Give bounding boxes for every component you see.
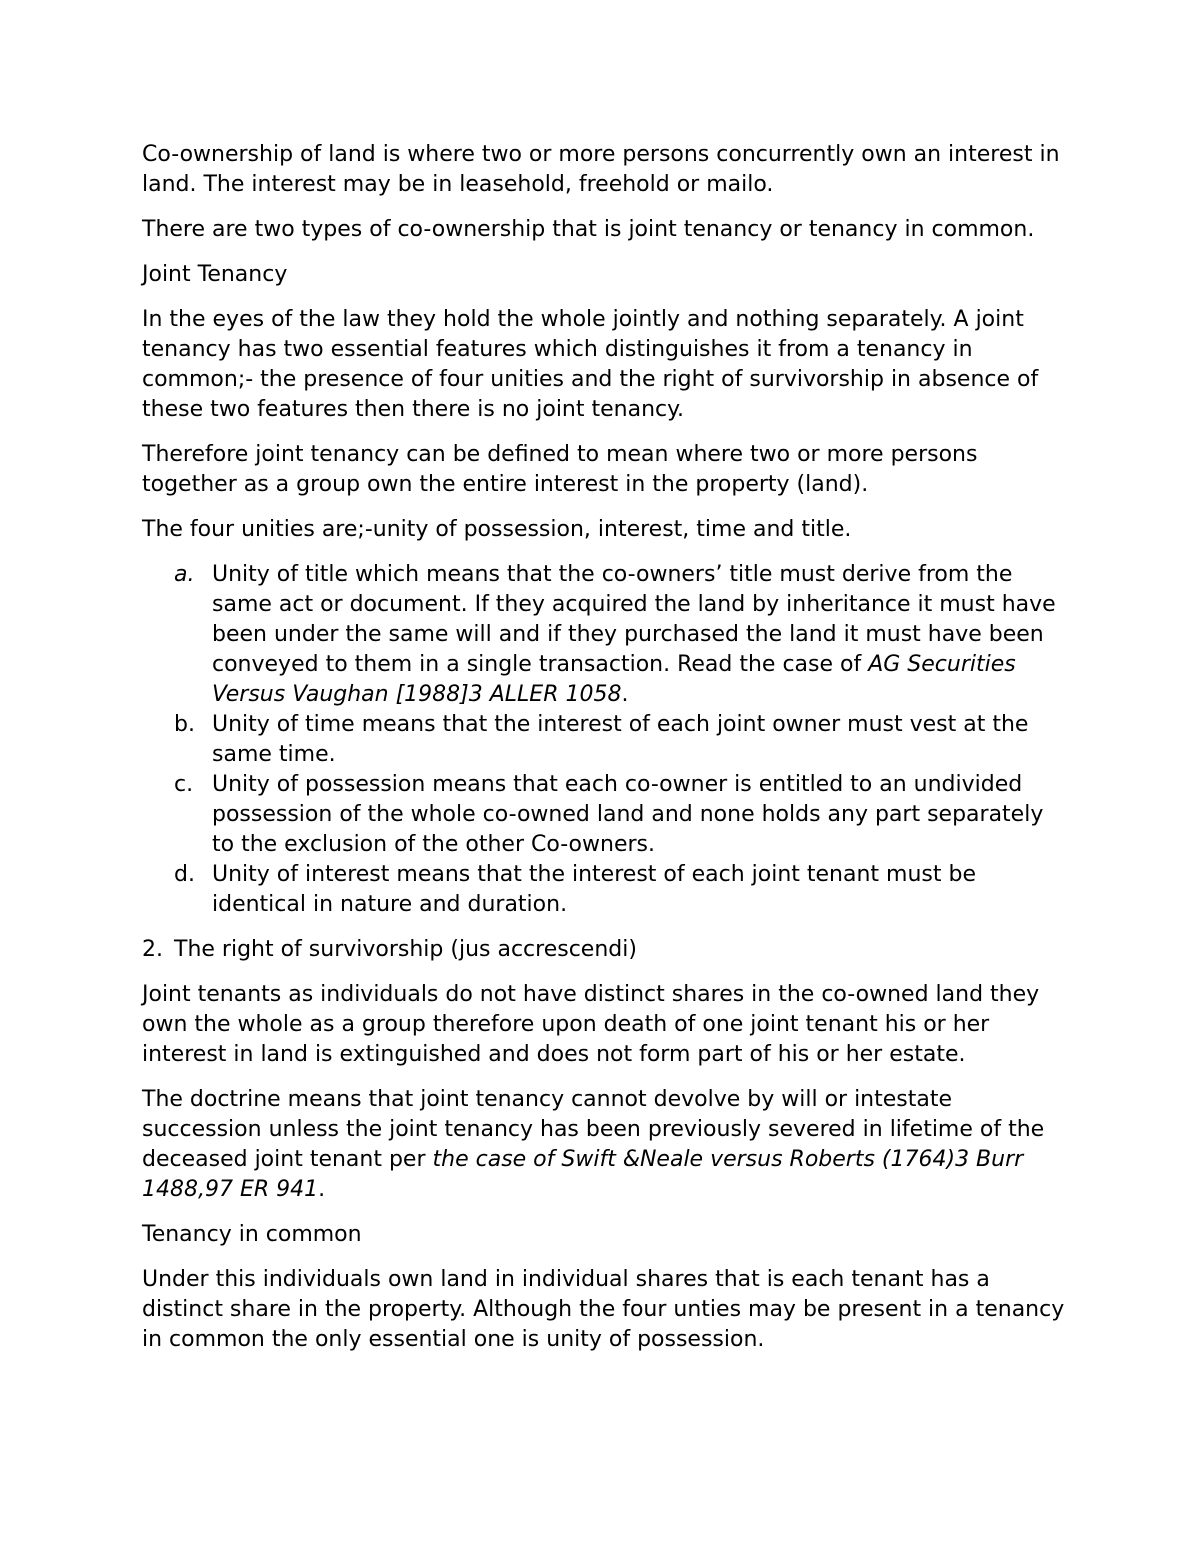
list-item-text: Unity of possession means that each co-owner is entitled to an undivided possession of the whole co-owned land and none holds any part separately to the exclusion of the other Co-owners.	[212, 772, 1044, 857]
unities-list	[142, 560, 1072, 920]
list-item-unity-interest	[142, 860, 1072, 920]
paragraph-text: The doctrine means that joint tenancy cannot devolve by will or intestate succession unless the joint tenancy has been previously severed in lifetime of the deceased joint tenant per	[142, 1087, 1045, 1172]
list-marker: b.	[174, 712, 195, 737]
list-marker: c.	[174, 772, 194, 797]
list-item-unity-possession	[142, 770, 1072, 860]
paragraph-four-unities: The four unities are;-unity of possession, interest, time and title.	[142, 517, 852, 542]
document-page	[142, 140, 1072, 1370]
heading-joint-tenancy: Joint Tenancy	[142, 262, 288, 287]
list-marker: d.	[174, 862, 195, 887]
section-number: 2.	[142, 937, 163, 962]
paragraph-joint-features: In the eyes of the law they hold the whole jointly and nothing separately. A joint tenancy has two essential features which distinguishes it from a tenancy in common;- the presence of four unities and the right of survivorship in absence of these two features then there is no joint tenancy.	[142, 307, 1039, 422]
list-item-text: Unity of title which means that the co-owners’ title must derive from the same act or document. If they acquired the land by inheritance it must have been under the same will and if they purchased the land it must have been conveyed to them in a single transaction. Read the case of	[212, 562, 1056, 677]
heading-survivorship	[142, 935, 1072, 965]
section-heading-text: The right of survivorship (jus accrescendi)	[174, 937, 637, 962]
list-item-text: Unity of interest means that the interest of each joint tenant must be identical in nature and duration.	[212, 862, 976, 917]
paragraph-types: There are two types of co-ownership that is joint tenancy or tenancy in common.	[142, 217, 1035, 242]
list-item-text: Unity of time means that the interest of each joint owner must vest at the same time.	[212, 712, 1029, 767]
paragraph-tail: .	[318, 1177, 326, 1202]
paragraph-doctrine	[142, 1085, 1072, 1205]
paragraph-definition: Co-ownership of land is where two or more persons concurrently own an interest in land. The interest may be in leasehold, freehold or mailo.	[142, 142, 1060, 197]
list-marker: a.	[174, 562, 195, 587]
case-citation: AG Securities Versus Vaughan [1988]3 ALLER 1058	[212, 652, 1016, 707]
list-item-unity-title	[142, 560, 1072, 710]
list-item-unity-time	[142, 710, 1072, 770]
case-citation: the case of Swift &Neale versus Roberts (1764)3 Burr 1488,97 ER 941	[142, 1147, 1024, 1202]
paragraph-tenancy-in-common: Under this individuals own land in individual shares that is each tenant has a distinct share in the property. Although the four unties may be present in a tenancy in common the only essential one is unity of possession.	[142, 1267, 1065, 1352]
list-item-tail: .	[621, 682, 629, 707]
paragraph-joint-definition: Therefore joint tenancy can be defined to mean where two or more persons together as a group own the entire interest in the property (land).	[142, 442, 978, 497]
heading-tenancy-in-common: Tenancy in common	[142, 1222, 362, 1247]
paragraph-survivorship: Joint tenants as individuals do not have distinct shares in the co-owned land they own the whole as a group therefore upon death of one joint tenant his or her interest in land is extinguished and does not form part of his or her estate.	[142, 982, 1040, 1067]
